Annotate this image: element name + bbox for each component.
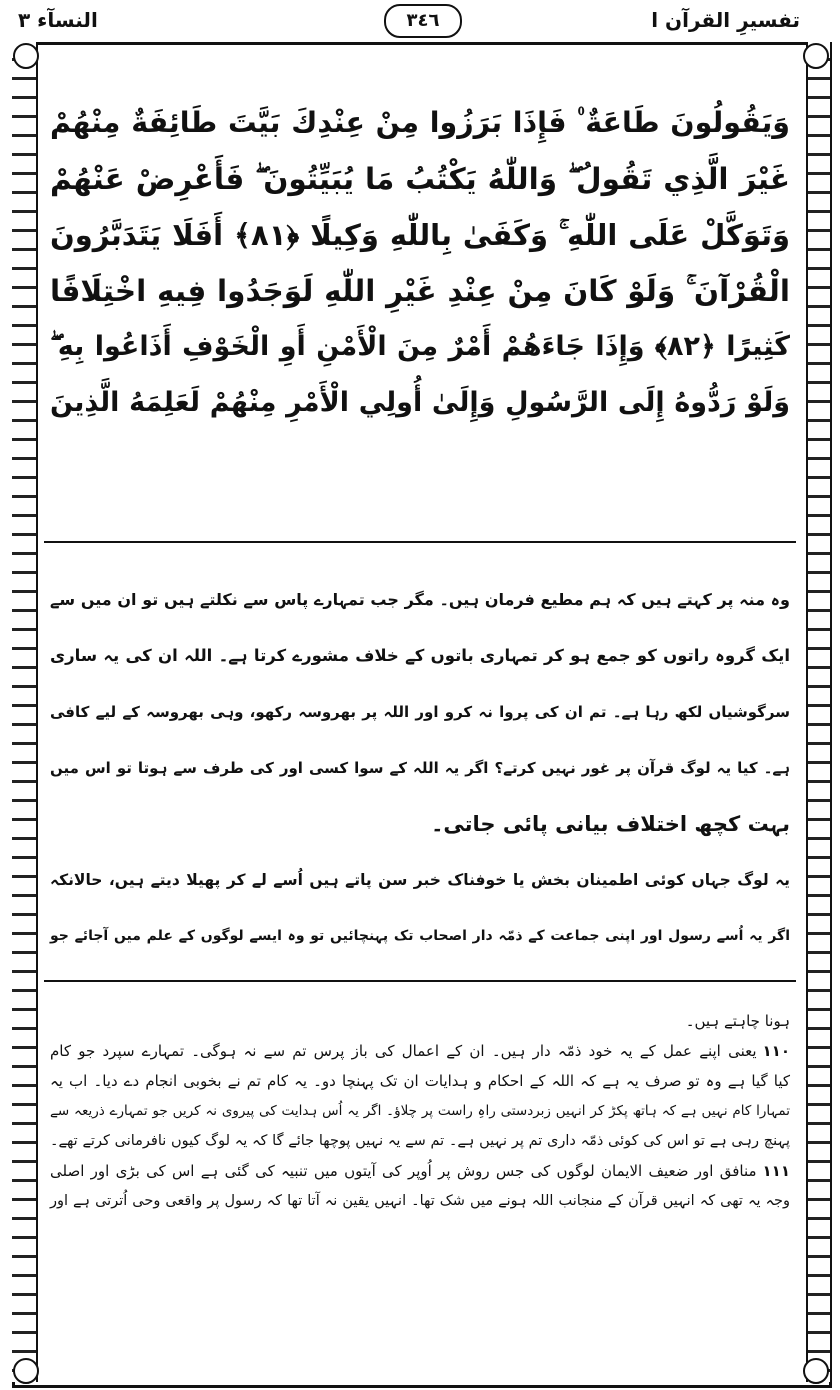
corner-ornament-icon bbox=[803, 1358, 829, 1384]
translation-line: ہے۔ کیا یہ لوگ قرآن پر غور نہیں کرتے؟ اگر یہ اللہ کے سوا کسی اور کی طرف سے ہوتا تو اس میں bbox=[50, 759, 790, 777]
note-marker: ۱۱۰ bbox=[762, 1042, 790, 1060]
arabic-line: وَيَقُولُونَ طَاعَةٌ ۠ فَإِذَا بَرَزُوا مِنْ عِنْدِكَ بَيَّتَ طَائِفَةٌ مِنْهُمْ bbox=[50, 106, 790, 139]
urdu-translation bbox=[50, 572, 790, 964]
arabic-line: وَلَوْ رَدُّوهُ إِلَى الرَّسُولِ وَإِلَىٰ أُولِي الْأَمْرِ مِنْهُمْ لَعَلِمَهُ الَّذِينَ bbox=[50, 387, 790, 418]
translation-line: بہت کچھ اختلاف بیانی پائی جاتی۔ bbox=[431, 812, 790, 836]
note-line: ۱۱۱منافق اور ضعیف الایمان لوگوں کی جس روش پر اُوپر کی آیتوں میں تنبیہ کی گئی ہے اس کی بڑی اور اصلی bbox=[50, 1156, 790, 1186]
note-line: کیا گیا ہے وہ تو صرف یہ ہے کہ اللہ کے احکام و ہدایات ان تک پہنچا دو۔ یہ کام تم نے بخوبی انجام دے دیا۔ اب یہ bbox=[50, 1072, 790, 1090]
corner-ornament-icon bbox=[13, 1358, 39, 1384]
section-divider bbox=[44, 980, 796, 982]
arabic-line: غَيْرَ الَّذِي تَقُولُ ۖ وَاللّٰهُ يَكْتُبُ مَا يُبَيِّتُونَ ۖ فَأَعْرِضْ عَنْهُمْ bbox=[50, 162, 790, 196]
surah-name: النسآء ٣ bbox=[18, 8, 98, 32]
decorative-border-left bbox=[12, 42, 38, 1382]
translation-line: وہ منہ پر کہتے ہیں کہ ہم مطیع فرمان ہیں۔ مگر جب تمہارے پاس سے نکلتے ہیں تو ان میں سے bbox=[50, 590, 790, 609]
note-marker: ۱۱۱ bbox=[762, 1162, 790, 1180]
section-divider bbox=[44, 541, 796, 543]
arabic-line: كَثِيرًا ﴿٨٢﴾ وَإِذَا جَاءَهُمْ أَمْرٌ مِنَ الْأَمْنِ أَوِ الْخَوْفِ أَذَاعُوا بِهِ ۖ bbox=[50, 331, 790, 362]
arabic-verses bbox=[50, 95, 790, 431]
note-line: وجہ یہ تھی کہ انہیں قرآن کے منجانب اللہ ہونے میں شک تھا۔ انہیں یقین نہ آتا تھا کہ رسول پر واقعی وحی اُترتی ہے اور bbox=[50, 1193, 790, 1209]
note-line: پہنچ رہی ہے تو اس کی کوئی ذمّہ داری تم پر نہیں ہے۔ تم سے یہ نہیں پوچھا جائے گا کہ یہ لوگ کیوں نافرمانی کرتے تھے۔ bbox=[50, 1133, 790, 1149]
book-title: تفسیرِ القرآن ا bbox=[651, 8, 800, 32]
translation-line: ایک گروہ راتوں کو جمع ہو کر تمہاری باتوں کے خلاف مشورے کرتا ہے۔ اللہ ان کی یہ ساری bbox=[50, 646, 790, 665]
note-line: ۱۱۰یعنی اپنے عمل کے یہ خود ذمّہ دار ہیں۔ ان کے اعمال کی باز پرس تم سے نہ ہوگی۔ تمہارے سپرد جو کام bbox=[50, 1036, 790, 1066]
translation-line: سرگوشیاں لکھ رہا ہے۔ تم ان کی پروا نہ کرو اور اللہ پر بھروسہ رکھو، وہی بھروسہ کے لیے کافی bbox=[50, 703, 790, 721]
corner-ornament-icon bbox=[803, 43, 829, 69]
translation-line: یہ لوگ جہاں کوئی اطمینان بخش یا خوفناک خبر سن پاتے ہیں اُسے لے کر پھیلا دیتے ہیں، حالانکہ bbox=[50, 871, 790, 889]
footnotes bbox=[50, 1006, 790, 1216]
corner-ornament-icon bbox=[13, 43, 39, 69]
arabic-line: الْقُرْآنَ ۚ وَلَوْ كَانَ مِنْ عِنْدِ غَيْرِ اللّٰهِ لَوَجَدُوا فِيهِ اخْتِلَافًا bbox=[50, 274, 790, 308]
note-continuation: ہونا چاہتے ہیں۔ bbox=[685, 1012, 790, 1030]
translation-line: اگر یہ اُسے رسول اور اپنی جماعت کے ذمّہ دار اصحاب تک پہنچائیں تو وہ ایسے لوگوں کے علم میں آجائے جو bbox=[50, 928, 790, 944]
decorative-border-right bbox=[806, 42, 830, 1382]
note-line: تمہارا کام نہیں ہے کہ ہاتھ پکڑ کر انہیں زبردستی راہِ راست پر چلاؤ۔ اگر یہ اُس ہدایت کی پیروی نہ کریں جو تمہارے ذریعہ سے bbox=[50, 1103, 790, 1119]
page-number: ٣٤٦ bbox=[384, 4, 462, 38]
arabic-line: وَتَوَكَّلْ عَلَى اللّٰهِ ۚ وَكَفَىٰ بِاللّٰهِ وَكِيلًا ﴿٨١﴾ أَفَلَا يَتَدَبَّرُونَ bbox=[50, 218, 790, 252]
